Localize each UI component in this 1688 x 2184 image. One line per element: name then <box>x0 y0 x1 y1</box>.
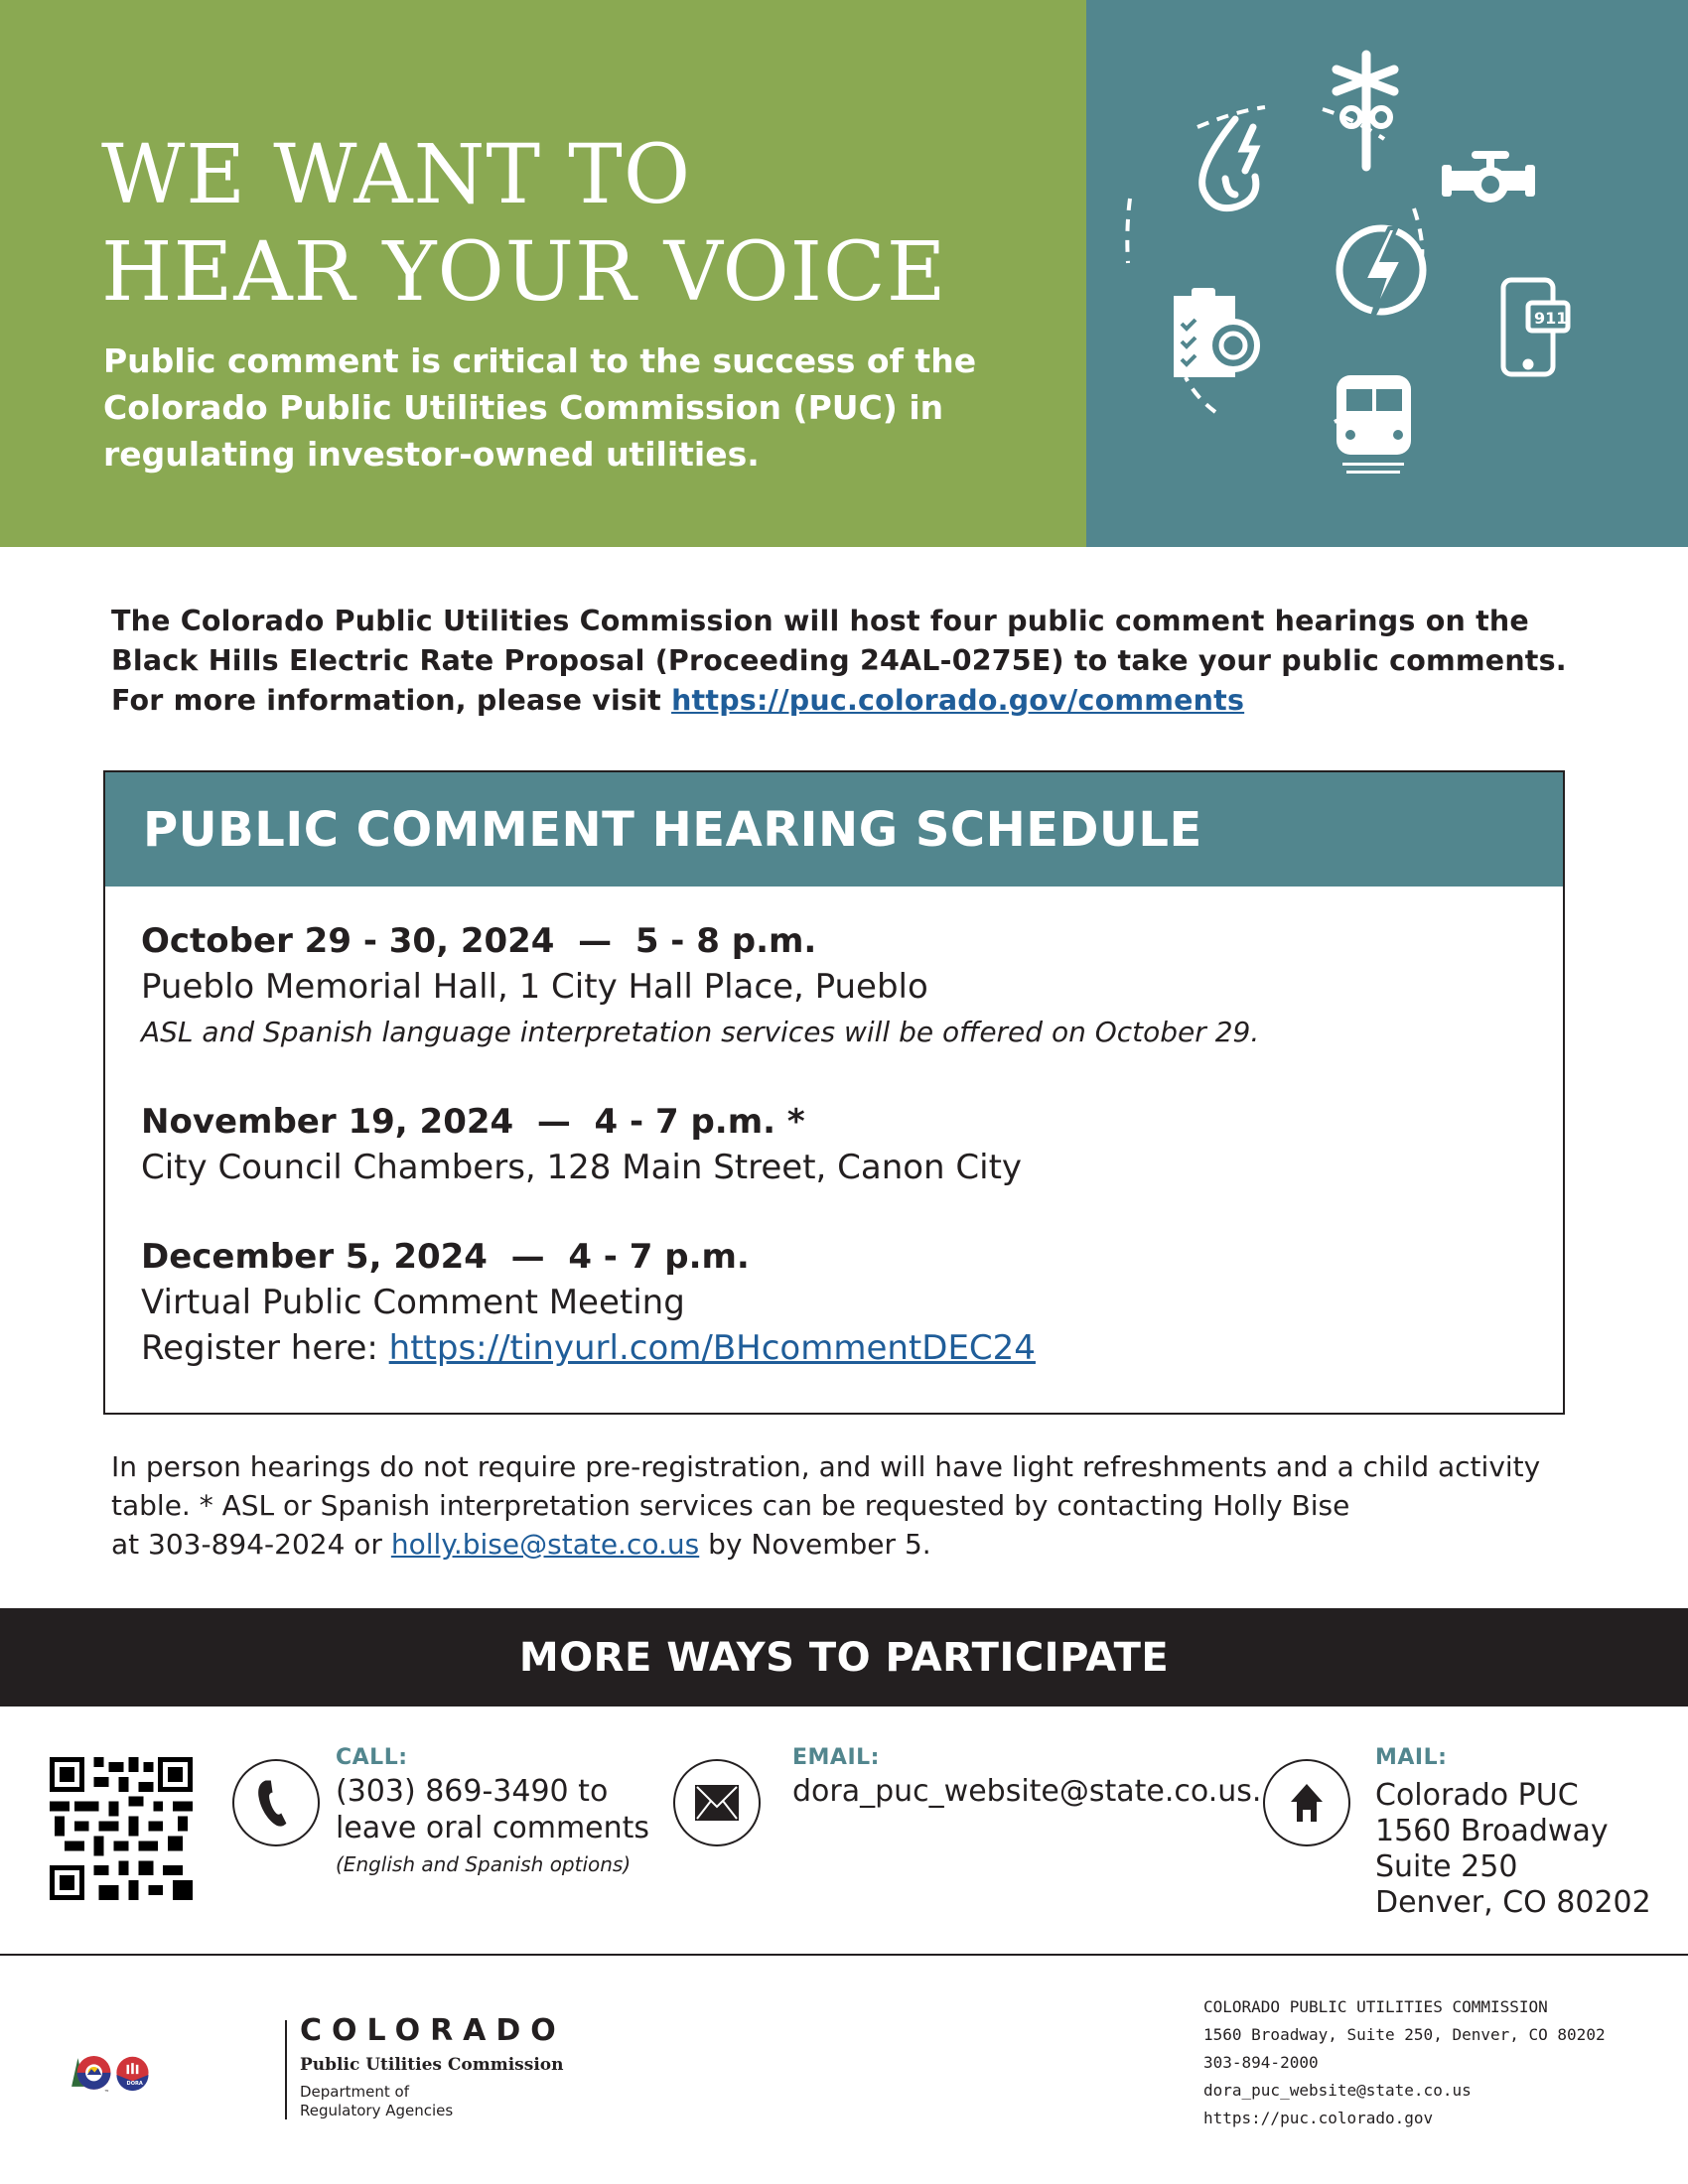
event-date: December 5, 2024 — 4 - 7 p.m. <box>141 1237 750 1277</box>
footer-org-name: COLORADO PUBLIC UTILITIES COMMISSION <box>1203 1997 1548 2016</box>
call-description: leave oral comments <box>336 1811 650 1845</box>
dora-logo-icon <box>116 2057 148 2091</box>
clipboard-target-icon <box>1174 288 1257 377</box>
lightning-bolt-icon <box>1339 228 1423 323</box>
dora-text: DORA <box>126 2081 143 2088</box>
hearing-event <box>141 1099 1563 1190</box>
logo-agency: Public Utilities Commission <box>300 2055 564 2075</box>
phone-icon <box>255 1777 297 1829</box>
notes-line: In person hearings do not require pre-registration, and will have light refreshments and a child activity <box>111 1450 1541 1483</box>
mail-address-line: Denver, CO 80202 <box>1375 1885 1651 1920</box>
call-language-note: (English and Spanish options) <box>336 1852 632 1876</box>
logo-dept-line: Department of <box>300 2083 409 2101</box>
notes-text: at 303-894-2024 or <box>111 1528 391 1561</box>
mail-label: MAIL: <box>1375 1745 1448 1770</box>
event-location: Virtual Public Comment Meeting <box>141 1283 685 1322</box>
event-note: ASL and Spanish language interpretation services will be offered on October 29. <box>141 1016 1260 1048</box>
trademark: TM <box>104 2089 109 2093</box>
event-location: City Council Chambers, 128 Main Street, Canon City <box>141 1148 1023 1187</box>
hearing-schedule <box>103 770 1565 1415</box>
hero-banner <box>0 0 1086 547</box>
badge-911: 911 <box>1534 309 1568 328</box>
intro-text: The Colorado Public Utilities Commission will host four public comment hearings on the Black Hills Electric Rate Proposal (Proceeding 24AL-0275E) to take your public comments. For more information, please visit <box>111 605 1567 717</box>
notes-line <box>111 1525 1601 1564</box>
gas-valve-icon <box>1442 151 1535 203</box>
colorado-dora-logo <box>70 2015 288 2134</box>
hearing-event <box>141 918 1563 1055</box>
mail-address-line: Colorado PUC <box>1375 1778 1579 1813</box>
event-register <box>141 1325 1563 1371</box>
phone-icon-circle <box>232 1759 320 1846</box>
hero-title <box>101 127 947 322</box>
envelope-icon-circle <box>673 1759 761 1846</box>
email-label: EMAIL: <box>792 1745 880 1770</box>
footer-address: 1560 Broadway, Suite 250, Denver, CO 80202 <box>1203 2025 1606 2044</box>
hero-title-line: HEAR YOUR VOICE <box>101 225 947 320</box>
holly-bise-email-link[interactable]: holly.bise@state.co.us <box>390 1528 700 1561</box>
call-number[interactable]: (303) 869-3490 to <box>336 1774 609 1809</box>
footer-email[interactable]: dora_puc_website@state.co.us <box>1203 2081 1472 2100</box>
event-location: Pueblo Memorial Hall, 1 City Hall Place, Pueblo <box>141 967 928 1007</box>
water-electric-icon <box>1202 119 1256 208</box>
call-label: CALL: <box>336 1745 408 1770</box>
footer-divider <box>0 1954 1688 1956</box>
mail-address-line: Suite 250 <box>1375 1849 1518 1884</box>
email-address[interactable]: dora_puc_website@state.co.us. <box>792 1774 1262 1809</box>
utility-icons-graphic <box>1086 0 1688 547</box>
hearing-notes <box>111 1447 1601 1564</box>
hero-title-line: WE WANT TO <box>101 128 692 222</box>
home-icon-circle <box>1263 1759 1350 1846</box>
intro-paragraph <box>111 602 1601 721</box>
participate-title: MORE WAYS TO PARTICIPATE <box>518 1634 1170 1681</box>
hero-subtitle: Public comment is critical to the success of the Colorado Public Utilities Commission (PUC) in regulating investor-owned utilities. <box>103 341 977 474</box>
schedule-header <box>105 772 1563 887</box>
hearing-event <box>141 1234 1563 1371</box>
schedule-title: PUBLIC COMMENT HEARING SCHEDULE <box>143 801 1202 858</box>
logo-divider <box>285 2020 287 2119</box>
footer-contact-info <box>1203 1993 1606 2132</box>
notes-line: table. * ASL or Spanish interpretation services can be requested by contacting Holly Bise <box>111 1489 1350 1522</box>
notes-text: by November 5. <box>699 1528 931 1561</box>
register-link[interactable]: https://tinyurl.com/BHcommentDEC24 <box>388 1328 1036 1368</box>
colorado-c-logo-icon <box>71 2056 110 2093</box>
logo-dept-line: Regulatory Agencies <box>300 2102 454 2119</box>
home-icon <box>1289 1782 1325 1824</box>
register-label: Register here: <box>141 1328 389 1368</box>
mail-address-line: 1560 Broadway <box>1375 1814 1609 1848</box>
comments-link[interactable]: https://puc.colorado.gov/comments <box>671 684 1245 717</box>
footer-phone: 303-894-2000 <box>1203 2053 1319 2072</box>
qr-code[interactable] <box>50 1757 193 1900</box>
phone-911-icon <box>1503 280 1568 374</box>
event-date: October 29 - 30, 2024 — 5 - 8 p.m. <box>141 921 817 961</box>
logo-colorado: COLORADO <box>300 2013 566 2048</box>
schedule-list <box>105 887 1563 1371</box>
footer-website[interactable]: https://puc.colorado.gov <box>1203 2109 1434 2127</box>
train-icon <box>1336 375 1411 474</box>
event-date: November 19, 2024 — 4 - 7 p.m. * <box>141 1102 805 1142</box>
railroad-crossing-icon <box>1336 55 1394 167</box>
participate-banner <box>0 1608 1688 1706</box>
envelope-icon <box>694 1783 740 1823</box>
logo-department <box>300 2083 453 2120</box>
